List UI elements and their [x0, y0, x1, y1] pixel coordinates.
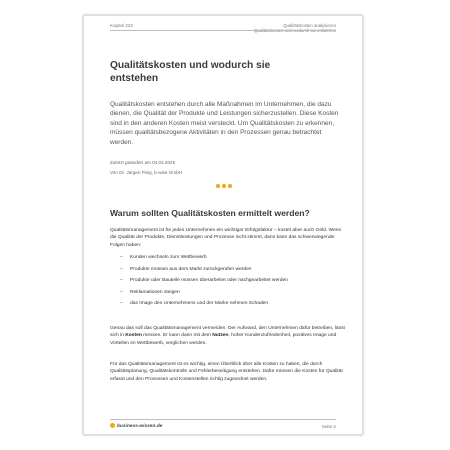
logo-dot-icon	[110, 423, 115, 428]
text-run: Genau das soll das Qualitätsmanagement vermeiden. Der Aufwand, den Unternehmen dafür betreiben, lässt sich in	[110, 326, 345, 339]
text-run: messen. Er kann dann mit dem	[141, 333, 213, 339]
publisher-logo	[110, 423, 162, 429]
article-lead: Qualitätskosten entstehen durch alle Maßnahmen im Unternehmen, die dazu dienen, die Qualität der Produkte und Leistungen sicherzustellen. Diese Kosten sind in den anderen Kosten meist versteckt. Um Qualitätskosten zu erkennen, müssen qualitätsbezogene Aktivitäten in den Prozessen genau betrachtet werden.	[110, 101, 339, 146]
overview-paragraph: Für das Qualitätsmanagement ist es wichtig, einen Überblick über alle Kosten zu haben, die durch Qualitätsplanung, Qualitätskontrolle und Fehlerbeseitigung entstehen. Dafür müssen die Kosten für Qualität erfasst und den Prozessen und Kostenstellen richtig zugeordnet werden.	[110, 362, 343, 382]
separator-dot	[228, 184, 232, 188]
list-item-text: Kunden wechseln zum Wettbewerb	[130, 255, 207, 260]
section-intro: Qualitätsmanagement ist für jedes Unternehmen ein wichtiger Erfolgsfaktor – kostet aber auch Geld. Wenn die Qualität der Produkte, Dienstleistungen und Prozesse nicht stimmt, dann kann das schwerwiegende Folgen haben:	[110, 228, 342, 248]
emphasis-kosten: Kosten	[125, 333, 142, 339]
list-item-text: Reklamationen steigen	[130, 289, 180, 295]
list-item-text: Produkte müssen aus dem Markt zurückgerufen werden	[130, 266, 252, 272]
list-item: – Kunden wechseln zum Wettbewerb	[120, 255, 207, 260]
emphasis-nutzen: Nutzen	[212, 333, 229, 339]
list-item-text: Produkte oder Bauteile müssen überarbeitet oder nachgearbeitet werden	[130, 278, 288, 283]
running-header	[254, 23, 336, 34]
article-meta	[110, 158, 182, 179]
text-run: , hoher Kundenzufriedenheit, positives Image und Vorteilen im Wettbewerb, verglichen werden.	[110, 333, 337, 346]
section-heading: Warum sollten Qualitätskosten ermittelt werden?	[110, 208, 310, 218]
list-item: – Reklamationen steigen	[120, 289, 180, 295]
separator-dot	[216, 184, 220, 188]
document-page	[83, 15, 363, 435]
running-header-line1: Qualitätskosten analysieren	[283, 23, 336, 28]
page-number: Seite 2	[321, 424, 336, 429]
separator-dot	[222, 184, 226, 188]
article-title: Qualitätskosten und wodurch sie entstehen	[110, 60, 271, 84]
consequence-list	[120, 252, 288, 310]
last-updated: Zuletzt geändert am 04.04.2025	[110, 160, 176, 165]
list-item: – Produkte müssen aus dem Markt zurückgerufen werden	[120, 266, 252, 272]
list-item: – das Image des Unternehmens und der Marke nehmen Schaden	[120, 301, 269, 306]
author-line: Von Dr. Jürgen Fleig, b-wise GmbH	[110, 170, 182, 176]
list-item: – Produkte oder Bauteile müssen überarbeitet oder nachgearbeitet werden	[120, 278, 288, 283]
chapter-label: Kapitel 222	[110, 23, 133, 28]
cost-benefit-paragraph	[110, 325, 346, 347]
logo-text: business-wissen.de	[117, 424, 163, 429]
list-item-text: das Image des Unternehmens und der Marke nehmen Schaden	[130, 301, 269, 306]
running-header-line2: Qualitätskosten und wodurch sie entstehen	[253, 28, 336, 34]
footer-divider	[110, 419, 336, 420]
